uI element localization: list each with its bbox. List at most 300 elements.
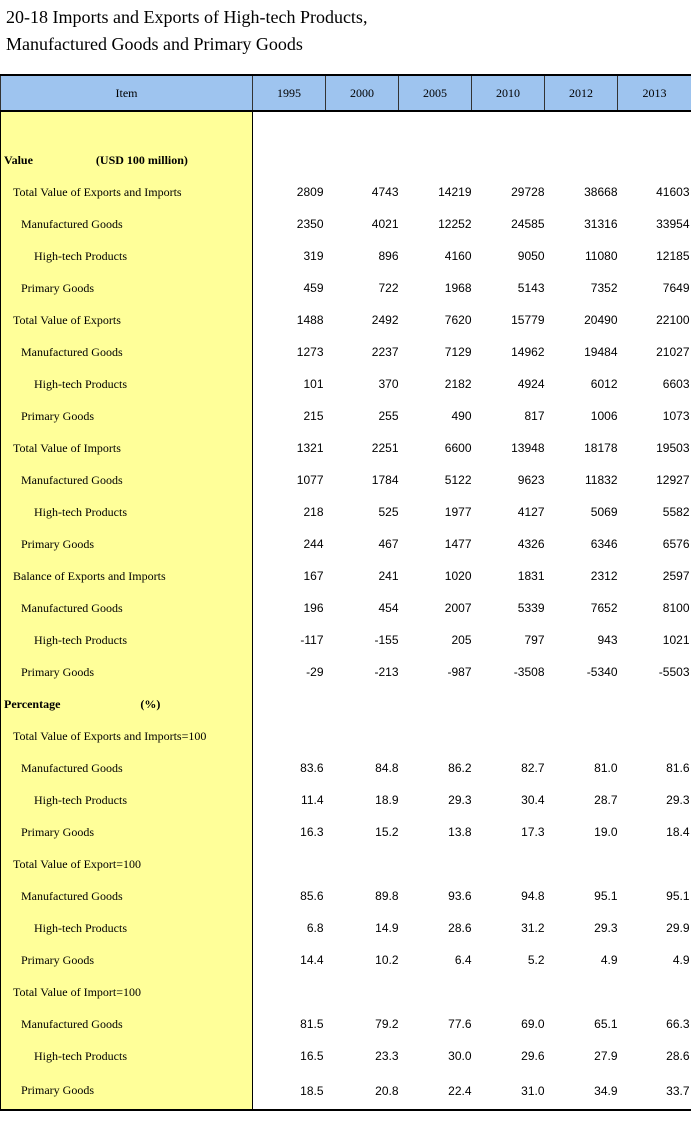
value-cell — [399, 656, 472, 688]
value-text: 1488 — [296, 313, 324, 327]
table-row — [1, 464, 691, 496]
row-label: High-tech Products — [34, 632, 127, 647]
value-text: 4160 — [444, 249, 472, 263]
value-text: 7620 — [444, 313, 472, 327]
value-text: 14962 — [511, 345, 545, 359]
row-label-cell — [1, 176, 253, 208]
value-text: 467 — [378, 537, 399, 551]
data-table — [0, 74, 691, 1111]
value-cell — [253, 1072, 326, 1110]
value-text: 490 — [451, 409, 472, 423]
value-cell — [399, 496, 472, 528]
value-text: -5340 — [586, 665, 618, 679]
value-cell — [253, 432, 326, 464]
value-text: -987 — [447, 665, 472, 679]
value-cell — [253, 976, 326, 1008]
header-year: 2010 — [472, 75, 545, 111]
row-label: Manufactured Goods — [21, 760, 123, 775]
value-text: 459 — [303, 281, 324, 295]
value-cell — [253, 528, 326, 560]
value-text: 4021 — [371, 217, 399, 231]
value-text: 86.2 — [448, 761, 472, 775]
value-cell — [326, 816, 399, 848]
row-label-cell — [1, 976, 253, 1008]
value-text: 167 — [303, 569, 324, 583]
value-cell — [545, 1040, 618, 1072]
value-cell — [253, 816, 326, 848]
value-text: 5.2 — [527, 953, 545, 967]
value-text: 18.4 — [666, 825, 690, 839]
value-cell — [618, 720, 691, 752]
value-text: 5069 — [590, 505, 618, 519]
value-text: 19.0 — [594, 825, 618, 839]
value-cell — [472, 912, 545, 944]
value-text: 28.6 — [448, 921, 472, 935]
value-text: 93.6 — [448, 889, 472, 903]
value-text: 1784 — [371, 473, 399, 487]
value-cell — [618, 432, 691, 464]
value-text: 943 — [597, 633, 618, 647]
value-cell — [472, 240, 545, 272]
row-label-cell — [1, 656, 253, 688]
value-text: 2007 — [444, 601, 472, 615]
row-label: Total Value of Exports — [13, 312, 121, 327]
table-row — [1, 144, 691, 176]
value-cell — [472, 624, 545, 656]
table-row — [1, 240, 691, 272]
value-cell — [399, 976, 472, 1008]
value-cell — [618, 976, 691, 1008]
value-text: 2350 — [296, 217, 324, 231]
value-text: 6346 — [590, 537, 618, 551]
value-text: 85.6 — [300, 889, 324, 903]
value-cell — [399, 560, 472, 592]
value-cell — [472, 368, 545, 400]
value-cell — [472, 400, 545, 432]
table-row — [1, 528, 691, 560]
value-text: 6.8 — [306, 921, 324, 935]
value-cell — [399, 400, 472, 432]
value-cell — [253, 592, 326, 624]
table-row — [1, 400, 691, 432]
row-label: Total Value of Import=100 — [13, 984, 142, 999]
value-cell — [253, 688, 326, 720]
table-row — [1, 656, 691, 688]
value-text: 94.8 — [521, 889, 545, 903]
row-label-cell — [1, 304, 253, 336]
row-label: Manufactured Goods — [21, 600, 123, 615]
value-cell — [399, 208, 472, 240]
header-year: 2013 — [618, 75, 691, 111]
row-label-cell — [1, 912, 253, 944]
row-label-cell — [1, 624, 253, 656]
value-text: 6012 — [590, 377, 618, 391]
row-label: Percentage — [4, 696, 61, 711]
row-label: Manufactured Goods — [21, 216, 123, 231]
value-cell — [472, 1072, 545, 1110]
value-text: 241 — [378, 569, 399, 583]
value-cell — [399, 816, 472, 848]
value-cell — [399, 336, 472, 368]
value-text: 255 — [378, 409, 399, 423]
value-cell — [253, 304, 326, 336]
row-label-cell — [1, 496, 253, 528]
table-body — [1, 111, 691, 1110]
value-cell — [618, 304, 691, 336]
value-text: 31316 — [584, 217, 618, 231]
value-text: 7652 — [590, 601, 618, 615]
value-text: 16.3 — [300, 825, 324, 839]
value-cell — [399, 752, 472, 784]
value-cell — [326, 688, 399, 720]
value-text: 5339 — [517, 601, 545, 615]
table-row — [1, 304, 691, 336]
value-text: 4.9 — [672, 953, 690, 967]
value-cell — [618, 912, 691, 944]
value-cell — [545, 976, 618, 1008]
value-cell — [326, 144, 399, 176]
row-label: Primary Goods — [21, 664, 94, 679]
value-text: 12927 — [656, 473, 690, 487]
value-cell — [326, 528, 399, 560]
value-cell — [253, 208, 326, 240]
row-label-cell — [1, 944, 253, 976]
value-cell — [399, 240, 472, 272]
table-row — [1, 976, 691, 1008]
value-cell — [545, 208, 618, 240]
row-label: High-tech Products — [34, 920, 127, 935]
table-row — [1, 944, 691, 976]
value-cell — [326, 624, 399, 656]
value-text: 6600 — [444, 441, 472, 455]
row-label-cell — [1, 688, 253, 720]
value-cell — [326, 752, 399, 784]
value-cell — [399, 912, 472, 944]
value-text: 1073 — [662, 409, 690, 423]
row-label: Total Value of Export=100 — [13, 856, 142, 871]
value-cell — [472, 688, 545, 720]
value-text: -29 — [306, 665, 324, 679]
value-text: 1977 — [444, 505, 472, 519]
value-text: 77.6 — [448, 1017, 472, 1031]
value-text: 17.3 — [521, 825, 545, 839]
spacer-row — [1, 111, 691, 144]
value-cell — [472, 976, 545, 1008]
value-text: 22100 — [656, 313, 690, 327]
value-text: 21027 — [656, 345, 690, 359]
value-cell — [618, 176, 691, 208]
value-text: 29.3 — [666, 793, 690, 807]
value-cell — [618, 336, 691, 368]
table-row — [1, 752, 691, 784]
value-cell — [399, 528, 472, 560]
row-label: High-tech Products — [34, 504, 127, 519]
value-cell — [399, 848, 472, 880]
value-text: 8100 — [662, 601, 690, 615]
value-text: 525 — [378, 505, 399, 519]
value-cell — [399, 880, 472, 912]
table-row — [1, 208, 691, 240]
row-label-cell — [1, 240, 253, 272]
value-cell — [399, 784, 472, 816]
value-text: 82.7 — [521, 761, 545, 775]
value-cell — [399, 304, 472, 336]
value-text: 244 — [303, 537, 324, 551]
value-cell — [253, 496, 326, 528]
value-cell — [618, 560, 691, 592]
row-label-cell — [1, 368, 253, 400]
value-cell — [618, 368, 691, 400]
value-text: 1477 — [444, 537, 472, 551]
row-label-cell — [1, 464, 253, 496]
value-cell — [326, 272, 399, 304]
value-cell — [472, 176, 545, 208]
value-text: 29.9 — [666, 921, 690, 935]
value-cell — [399, 624, 472, 656]
value-cell — [253, 336, 326, 368]
row-label: Primary Goods — [21, 824, 94, 839]
value-text: 18.5 — [300, 1083, 324, 1098]
value-cell — [399, 176, 472, 208]
value-cell — [253, 1008, 326, 1040]
value-cell — [326, 656, 399, 688]
value-cell — [472, 848, 545, 880]
value-cell — [253, 912, 326, 944]
value-cell — [472, 784, 545, 816]
row-unit: (USD 100 million) — [95, 152, 188, 167]
value-text: 29.3 — [448, 793, 472, 807]
row-label: Value — [4, 152, 33, 167]
value-text: 14.9 — [375, 921, 399, 935]
table-row — [1, 848, 691, 880]
value-cell — [253, 720, 326, 752]
value-cell — [472, 720, 545, 752]
value-cell — [326, 432, 399, 464]
value-cell — [472, 496, 545, 528]
value-cell — [472, 880, 545, 912]
value-text: 28.7 — [594, 793, 618, 807]
value-text: 23.3 — [375, 1049, 399, 1063]
value-text: 27.9 — [594, 1049, 618, 1063]
row-label: Manufactured Goods — [21, 1016, 123, 1031]
row-label: Total Value of Exports and Imports — [13, 184, 182, 199]
value-cell — [253, 240, 326, 272]
value-cell — [326, 592, 399, 624]
value-cell — [472, 944, 545, 976]
value-cell — [326, 464, 399, 496]
value-cell — [545, 1008, 618, 1040]
value-cell — [472, 336, 545, 368]
value-cell — [618, 1008, 691, 1040]
value-cell — [253, 880, 326, 912]
value-text: 5143 — [517, 281, 545, 295]
value-text: 38668 — [584, 185, 618, 199]
value-cell — [618, 144, 691, 176]
value-cell — [545, 528, 618, 560]
value-text: -5503 — [658, 665, 690, 679]
header-year: 2005 — [399, 75, 472, 111]
value-text: 15779 — [511, 313, 545, 327]
value-cell — [618, 464, 691, 496]
value-text: 81.5 — [300, 1017, 324, 1031]
value-text: 5582 — [662, 505, 690, 519]
value-cell — [545, 560, 618, 592]
value-cell — [399, 592, 472, 624]
value-cell — [618, 272, 691, 304]
value-text: 84.8 — [375, 761, 399, 775]
value-cell — [253, 784, 326, 816]
header-item: Item — [1, 75, 253, 111]
value-text: 1006 — [590, 409, 618, 423]
value-cell — [618, 1072, 691, 1110]
value-cell — [545, 240, 618, 272]
value-text: 454 — [378, 601, 399, 615]
title-line-2: Manufactured Goods and Primary Goods — [6, 34, 303, 54]
row-label-cell — [1, 720, 253, 752]
row-label: Total Value of Exports and Imports=100 — [13, 728, 207, 743]
value-cell — [253, 560, 326, 592]
value-cell — [472, 144, 545, 176]
value-cell — [618, 1040, 691, 1072]
value-text: 10.2 — [375, 953, 399, 967]
value-text: 83.6 — [300, 761, 324, 775]
value-text: 6.4 — [454, 953, 472, 967]
value-text: 1273 — [296, 345, 324, 359]
value-text: 16.5 — [300, 1049, 324, 1063]
row-label: Primary Goods — [21, 408, 94, 423]
value-cell — [399, 1040, 472, 1072]
table-row — [1, 336, 691, 368]
value-text: 1968 — [444, 281, 472, 295]
row-label: High-tech Products — [34, 1048, 127, 1063]
value-text: 81.6 — [666, 761, 690, 775]
value-text: 2251 — [371, 441, 399, 455]
value-text: 215 — [303, 409, 324, 423]
value-cell — [545, 464, 618, 496]
row-label: High-tech Products — [34, 792, 127, 807]
value-cell — [618, 880, 691, 912]
value-cell — [399, 144, 472, 176]
table-row — [1, 176, 691, 208]
value-cell — [545, 144, 618, 176]
value-text: 79.2 — [375, 1017, 399, 1031]
value-text: 13.8 — [448, 825, 472, 839]
value-text: 15.2 — [375, 825, 399, 839]
row-label-cell — [1, 144, 253, 176]
value-cell — [472, 208, 545, 240]
value-text: 2809 — [296, 185, 324, 199]
table-row — [1, 784, 691, 816]
table-row — [1, 1008, 691, 1040]
value-text: 9623 — [517, 473, 545, 487]
value-cell — [472, 816, 545, 848]
value-cell — [326, 1008, 399, 1040]
value-text: 65.1 — [594, 1017, 618, 1031]
value-text: 12252 — [438, 217, 472, 231]
value-cell — [326, 208, 399, 240]
row-label-cell — [1, 1040, 253, 1072]
value-cell — [545, 880, 618, 912]
value-cell — [545, 1072, 618, 1110]
row-label: Primary Goods — [21, 1083, 94, 1097]
value-text: 69.0 — [521, 1017, 545, 1031]
value-text: 6603 — [662, 377, 690, 391]
title-line-1: 20-18 Imports and Exports of High-tech Products, — [6, 7, 368, 27]
table-row — [1, 912, 691, 944]
value-cell — [545, 624, 618, 656]
value-text: 1831 — [517, 569, 545, 583]
value-cell — [618, 848, 691, 880]
value-text: 81.0 — [594, 761, 618, 775]
value-text: 11832 — [585, 473, 618, 487]
table-row — [1, 1072, 691, 1110]
value-text: 18.9 — [375, 793, 399, 807]
value-text: 797 — [524, 633, 545, 647]
value-cell — [472, 592, 545, 624]
value-text: 2312 — [590, 569, 618, 583]
value-text: 28.6 — [666, 1049, 690, 1063]
value-cell — [253, 1040, 326, 1072]
value-cell — [253, 464, 326, 496]
value-text: 319 — [303, 249, 324, 263]
value-cell — [545, 944, 618, 976]
value-cell — [472, 432, 545, 464]
value-cell — [399, 464, 472, 496]
value-text: 29.6 — [521, 1049, 545, 1063]
value-text: 30.4 — [521, 793, 545, 807]
value-cell — [472, 752, 545, 784]
value-cell — [253, 272, 326, 304]
table-row — [1, 624, 691, 656]
value-cell — [326, 336, 399, 368]
header-year: 2012 — [545, 75, 618, 111]
value-text: 13948 — [511, 441, 545, 455]
value-cell — [253, 944, 326, 976]
value-text: 14.4 — [300, 953, 324, 967]
data-table-container — [0, 74, 691, 1135]
value-text: 31.0 — [521, 1083, 545, 1098]
value-text: 1077 — [296, 473, 324, 487]
value-cell — [545, 848, 618, 880]
value-text: 4743 — [371, 185, 399, 199]
value-text: 14219 — [438, 185, 472, 199]
value-text: 4326 — [517, 537, 545, 551]
value-cell — [618, 944, 691, 976]
value-cell — [399, 432, 472, 464]
value-cell — [545, 784, 618, 816]
value-cell — [326, 848, 399, 880]
row-label: High-tech Products — [34, 248, 127, 263]
value-text: 33.7 — [666, 1083, 690, 1098]
value-cell — [253, 752, 326, 784]
row-label-cell — [1, 528, 253, 560]
value-text: 20490 — [584, 313, 618, 327]
value-text: 1321 — [296, 441, 324, 455]
value-text: 4.9 — [600, 953, 618, 967]
row-label-cell — [1, 1072, 253, 1110]
value-cell — [545, 592, 618, 624]
value-text: 95.1 — [594, 889, 618, 903]
row-label-cell — [1, 560, 253, 592]
value-cell — [253, 368, 326, 400]
value-text: 19484 — [584, 345, 618, 359]
value-text: 29728 — [511, 185, 545, 199]
value-text: 218 — [303, 505, 324, 519]
row-label-cell — [1, 432, 253, 464]
table-row — [1, 560, 691, 592]
value-text: 11.4 — [301, 793, 324, 807]
header-year: 2000 — [326, 75, 399, 111]
